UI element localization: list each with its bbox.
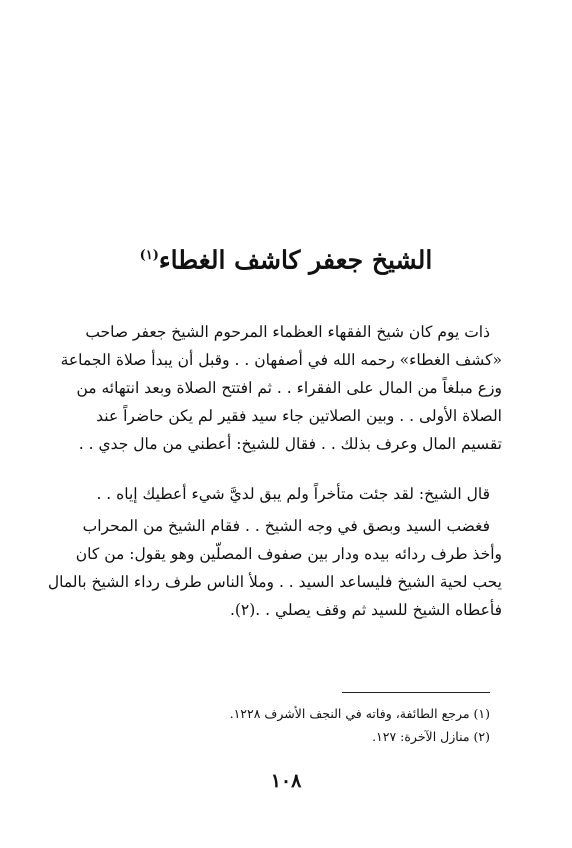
paragraph-2-line-1: قال الشيخ: لقد جئت متأخراً ولم يبق لديَّ شيء أعطيك إياه . .	[96, 485, 490, 503]
paragraph-1-line-1: ذات يوم كان شيخ الفقهاء العظماء المرحوم الشيخ جعفر صاحب	[85, 323, 490, 341]
paragraph-1-line-3: وزع مبلغاً من المال على الفقراء . . ثم افتتح الصلاة وبعد انتهائه من	[76, 379, 502, 397]
paragraph-1-line-5: تقسيم المال وعرف بذلك . . فقال للشيخ: أعطني من مال جدي . .	[78, 435, 502, 453]
footnote-divider	[342, 692, 490, 693]
paragraph-3-line-3: يحب لحية الشيخ فليساعد السيد . . وملأ الناس طرف رداء الشيخ بالمال	[47, 573, 502, 591]
paragraph-1-line-2: «كشف الغطاء» رحمه الله في أصفهان . . وقبل أن يبدأ صلاة الجماعة	[60, 351, 502, 369]
paragraph-1	[60, 318, 502, 458]
paragraph-3	[47, 512, 502, 624]
paragraph-3-line-4: فأعطاه الشيخ للسيد ثم وقف يصلي . .(٢).	[229, 601, 502, 619]
paragraph-2	[75, 480, 502, 508]
footnotes	[90, 702, 490, 748]
title-footnote-marker: (١)	[139, 248, 159, 263]
paragraph-3-line-1: فغضب السيد وبصق في وجه الشيخ . . فقام الشيخ من المحراب	[82, 517, 490, 535]
page-title	[0, 236, 572, 280]
paragraph-3-line-2: وأخذ طرف ردائه بيده ودار بين صفوف المصلّين وهو يقول: من كان	[75, 545, 502, 563]
page-number: ١٠٨	[270, 770, 302, 792]
title-text: الشيخ جعفر كاشف الغطاء	[158, 245, 433, 275]
paragraph-1-line-4: الصلاة الأولى . . وبين الصلاتين جاء سيد فقير لم يكن حاضراً عند	[96, 407, 502, 425]
footnote-1: (١) مرجع الطائفة، وفاته في النجف الأشرف ١٢٢٨.	[229, 706, 490, 721]
footnote-2: (٢) منازل الآخرة: ١٢٧.	[372, 729, 490, 744]
